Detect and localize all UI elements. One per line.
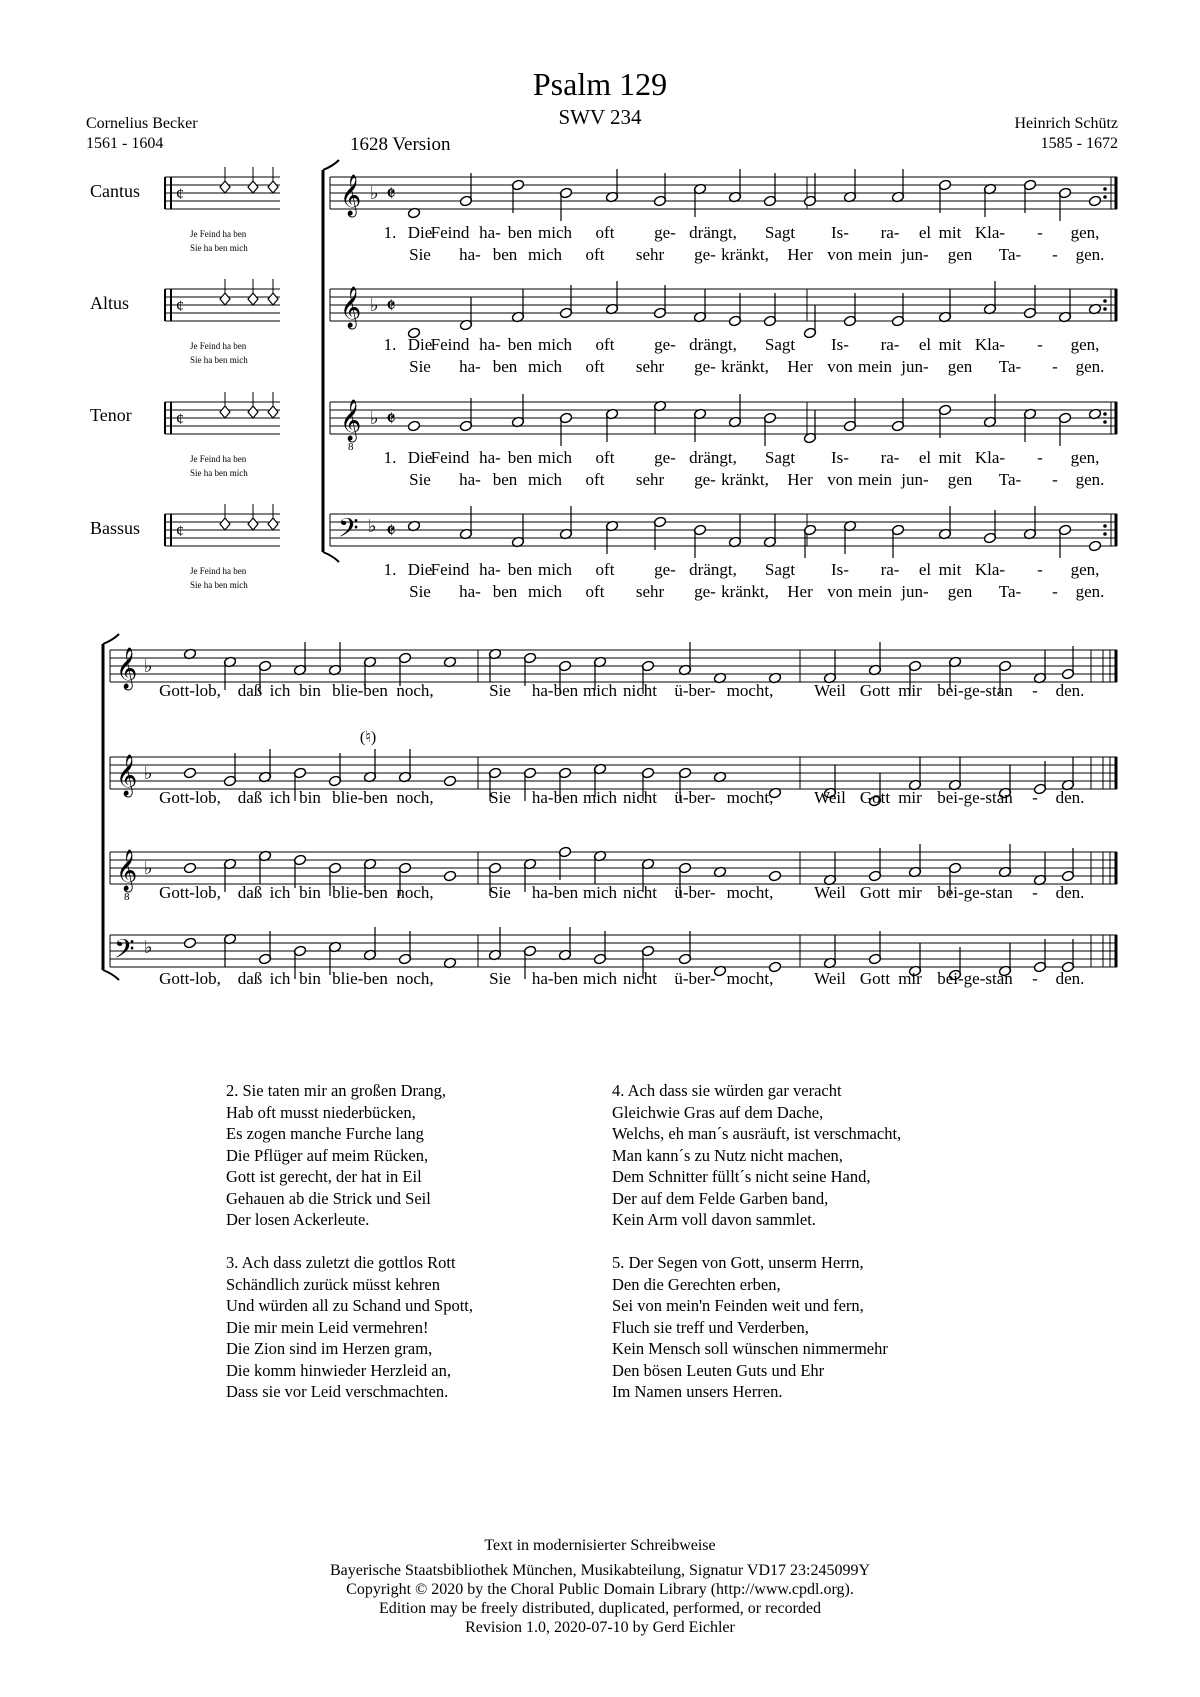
lyric-syllable: 1.: [383, 560, 397, 579]
lyric-syllable: -: [1037, 560, 1043, 579]
incipit-note: [220, 181, 230, 193]
repeat-dot: [1103, 299, 1107, 303]
lyric-syllable: daß: [237, 788, 263, 807]
incipit-text-1: Je Feind ha ben: [190, 454, 247, 464]
lyric-syllable: Weil: [814, 969, 846, 988]
lyric-syllable: Sagt: [764, 448, 796, 467]
lyric-syllable: bei-ge-stan: [937, 883, 1013, 902]
key-signature-flat: ♭: [144, 937, 153, 957]
lyric-syllable: Sie: [409, 470, 431, 489]
lyric-syllable: blie-ben: [332, 788, 388, 807]
repeat-dot: [1103, 307, 1107, 311]
lyric-syllable: Her: [787, 357, 813, 376]
lyric-syllable: mich: [583, 969, 617, 988]
incipit-mensuration-0: ¢: [176, 186, 184, 203]
footer-revision: Revision 1.0, 2020-07-10 by Gerd Eichler: [465, 1619, 735, 1636]
incipit-note: [268, 406, 278, 418]
lyric-syllable: mich: [583, 883, 617, 902]
bass-clef: 𝄢: [114, 934, 135, 970]
note: [183, 862, 196, 874]
lyric-syllable: ben: [492, 470, 518, 489]
lyric-syllable: oft: [585, 470, 605, 489]
lyric-syllable: el: [918, 560, 932, 579]
lyric-syllable: gen,: [1070, 223, 1100, 242]
lyric-syllable: drängt,: [689, 335, 737, 354]
footer-license: Edition may be freely distributed, duplicated, performed, or recorded: [378, 1600, 822, 1617]
lyric-syllable: Gott-lob,: [159, 883, 221, 902]
note: [768, 870, 781, 882]
lyric-syllable: oft: [595, 335, 615, 354]
lyric-syllable: gen.: [1075, 245, 1105, 264]
lyric-syllable: kränkt,: [721, 582, 769, 601]
lyric-syllable: mocht,: [726, 969, 774, 988]
lyric-syllable: 1.: [383, 223, 397, 242]
lyric-syllable: gen,: [1070, 560, 1100, 579]
repeat-dot: [1103, 420, 1107, 424]
lyric-syllable: -: [1052, 357, 1058, 376]
octave-mark: 8: [348, 441, 354, 453]
note: [1088, 540, 1101, 552]
treble-clef: 𝄞: [116, 648, 138, 688]
lyric-syllable: mir: [898, 883, 922, 902]
incipit-note: [220, 293, 230, 305]
lyric-syllable: gen: [947, 245, 973, 264]
lyric-syllable: ra-: [880, 335, 900, 354]
version-label: 1628 Version: [350, 134, 451, 155]
lyric-syllable: den.: [1055, 883, 1085, 902]
lyric-syllable: mich: [583, 681, 617, 700]
lyric-syllable: gen.: [1075, 582, 1105, 601]
incipit-note: [268, 518, 278, 530]
lyric-syllable: -: [1052, 582, 1058, 601]
lyric-syllable: Die: [407, 448, 433, 467]
lyric-syllable: nicht: [623, 969, 657, 988]
lyric-syllable: Die: [407, 335, 433, 354]
lyric-syllable: von: [827, 470, 853, 489]
note: [407, 420, 420, 432]
lyric-syllable: Weil: [814, 681, 846, 700]
lyric-syllable: noch,: [396, 788, 434, 807]
lyric-syllable: oft: [595, 448, 615, 467]
lyric-syllable: bin: [299, 788, 321, 807]
lyric-syllable: ha-: [479, 560, 501, 579]
lyric-syllable: blie-ben: [332, 681, 388, 700]
lyric-syllable: Gott-lob,: [159, 969, 221, 988]
lyric-syllable: oft: [585, 582, 605, 601]
lyric-syllable: Feind: [430, 335, 470, 354]
lyric-syllable: Gott-lob,: [159, 681, 221, 700]
lyric-syllable: Weil: [814, 883, 846, 902]
lyric-syllable: den.: [1055, 788, 1085, 807]
lyric-syllable: Sie: [489, 883, 511, 902]
lyric-syllable: mocht,: [726, 883, 774, 902]
lyric-syllable: mocht,: [726, 681, 774, 700]
lyric-syllable: von: [827, 582, 853, 601]
lyric-syllable: noch,: [396, 883, 434, 902]
lyric-syllable: mich: [538, 560, 572, 579]
lyric-syllable: mich: [528, 582, 562, 601]
lyric-syllable: Die: [407, 560, 433, 579]
verse-5: 5. Der Segen von Gott, unserm Herrn, Den die Gerechten erben, Sei von mein'n Feinden weit und fern, Fluch sie treff und Verderben, Kein Mensch soll wünschen nimmermehr Den bösen Leuten Guts und Ehr Im Namen unsers Herren.: [612, 1253, 888, 1401]
lyric-syllable: von: [827, 357, 853, 376]
time-signature: 𝄵: [386, 518, 396, 543]
incipit-mensuration-3: ¢: [176, 523, 184, 540]
lyric-syllable: ha-ben: [531, 788, 579, 807]
note: [1088, 195, 1101, 207]
system1-bracket-top: [323, 160, 339, 170]
lyric-syllable: ha-: [459, 470, 481, 489]
incipit-text-2: Sie ha ben mich: [190, 355, 248, 365]
lyric-syllable: gen,: [1070, 335, 1100, 354]
lyric-syllable: daß: [237, 969, 263, 988]
lyric-syllable: el: [918, 335, 932, 354]
lyric-syllable: ge-: [694, 245, 716, 264]
composer-dates: 1585 - 1672: [1040, 135, 1118, 152]
note: [183, 937, 196, 949]
lyric-syllable: mein: [858, 582, 892, 601]
lyric-syllable: nicht: [623, 788, 657, 807]
lyric-syllable: den.: [1055, 681, 1085, 700]
lyric-syllable: ha-: [479, 448, 501, 467]
lyric-syllable: ben: [507, 223, 533, 242]
lyric-syllable: Gott: [859, 969, 891, 988]
lyric-syllable: Sagt: [764, 560, 796, 579]
incipit-note: [248, 406, 258, 418]
lyric-syllable: jun-: [901, 245, 929, 264]
lyric-syllable: ü-ber-: [674, 788, 716, 807]
lyric-syllable: ben: [492, 245, 518, 264]
lyric-syllable: ra-: [880, 560, 900, 579]
lyric-syllable: jun-: [901, 582, 929, 601]
lyric-syllable: gen.: [1075, 357, 1105, 376]
voice-label-bassus: Bassus: [90, 518, 141, 538]
lyric-syllable: sehr: [635, 470, 665, 489]
repeat-dot: [1103, 187, 1107, 191]
lyric-syllable: bei-ge-stan: [937, 788, 1013, 807]
lyric-syllable: ge-: [654, 448, 676, 467]
catalog-number: SWV 234: [558, 105, 642, 129]
lyric-syllable: mich: [528, 357, 562, 376]
lyric-syllable: ben: [492, 357, 518, 376]
treble-clef: 𝄞: [340, 287, 362, 327]
lyric-syllable: mir: [898, 681, 922, 700]
lyric-syllable: Her: [787, 582, 813, 601]
lyric-syllable: Gott: [859, 883, 891, 902]
lyric-syllable: Ta-: [998, 470, 1022, 489]
lyric-syllable: kränkt,: [721, 470, 769, 489]
lyric-syllable: ü-ber-: [674, 681, 716, 700]
lyric-syllable: den.: [1055, 969, 1085, 988]
lyric-syllable: mich: [538, 223, 572, 242]
lyric-syllable: ben: [507, 560, 533, 579]
lyric-syllable: Kla-: [974, 560, 1006, 579]
lyric-syllable: oft: [595, 560, 615, 579]
repeat-dot: [1103, 524, 1107, 528]
composer-info: [1014, 114, 1118, 154]
verse-4: 4. Ach dass sie würden gar veracht Gleichwie Gras auf dem Dache, Welchs, eh man´s ausräuft, ist verschmacht, Man kann´s zu Nutz nicht machen, Dem Schnitter füllt´s nicht seine Hand, Der auf dem Felde Garben band, Kein Arm voll davon sammlet.: [612, 1081, 902, 1229]
note: [443, 870, 456, 882]
lyric-syllable: Kla-: [974, 448, 1006, 467]
verse-3: 3. Ach dass zuletzt die gottlos Rott Schändlich zurück müsst kehren Und würden all zu Schand und Spott, Die mir mein Leid vermehren! Die Zion sind im Herzen gram, Die komm hinwieder Herzleid an, Dass sie vor Leid verschmachten.: [226, 1253, 474, 1401]
lyric-syllable: Is-: [831, 223, 849, 242]
lyric-syllable: gen.: [1075, 470, 1105, 489]
lyric-syllable: ha-: [459, 582, 481, 601]
lyric-syllable: drängt,: [689, 223, 737, 242]
lyric-syllable: mir: [898, 788, 922, 807]
lyric-syllable: mir: [898, 969, 922, 988]
poet-name: Cornelius Becker: [86, 115, 198, 132]
voice-label-altus: Altus: [90, 293, 130, 313]
incipit-note: [268, 293, 278, 305]
bass-clef: 𝄢: [338, 513, 359, 549]
lyric-syllable: Sagt: [764, 335, 796, 354]
lyric-syllable: Sagt: [764, 223, 796, 242]
incipit-text-2: Sie ha ben mich: [190, 243, 248, 253]
incipit-text-2: Sie ha ben mich: [190, 468, 248, 478]
lyric-syllable: ha-: [479, 223, 501, 242]
lyric-syllable: nicht: [623, 883, 657, 902]
lyric-syllable: Die: [407, 223, 433, 242]
lyric-syllable: gen: [947, 582, 973, 601]
lyric-syllable: nicht: [623, 681, 657, 700]
lyric-syllable: ha-: [459, 357, 481, 376]
lyric-syllable: -: [1037, 335, 1043, 354]
lyric-syllable: mein: [858, 357, 892, 376]
lyric-syllable: mit: [938, 223, 962, 242]
lyric-syllable: Feind: [430, 448, 470, 467]
lyric-syllable: Sie: [489, 681, 511, 700]
treble-clef: 𝄞: [116, 755, 138, 795]
lyric-syllable: Ta-: [998, 357, 1022, 376]
note: [183, 767, 196, 779]
lyric-syllable: Gott: [859, 788, 891, 807]
lyric-syllable: -: [1032, 788, 1038, 807]
lyric-syllable: ha-ben: [531, 681, 579, 700]
lyric-syllable: Feind: [430, 560, 470, 579]
lyric-syllable: Sie: [409, 357, 431, 376]
lyric-syllable: Gott-lob,: [159, 788, 221, 807]
lyric-syllable: Gott: [859, 681, 891, 700]
lyric-syllable: gen: [947, 357, 973, 376]
lyric-syllable: el: [918, 448, 932, 467]
lyric-syllable: jun-: [901, 357, 929, 376]
lyric-syllable: mich: [528, 245, 562, 264]
lyric-syllable: -: [1032, 681, 1038, 700]
key-signature-flat: ♭: [368, 516, 377, 536]
lyric-syllable: sehr: [635, 245, 665, 264]
key-signature-flat: ♭: [370, 295, 379, 315]
lyric-syllable: ich: [269, 883, 291, 902]
key-signature-flat: ♭: [144, 763, 153, 783]
incipit-note: [220, 406, 230, 418]
composer-name: Heinrich Schütz: [1014, 115, 1118, 132]
lyric-syllable: Her: [787, 470, 813, 489]
lyric-syllable: Feind: [430, 223, 470, 242]
lyric-syllable: el: [918, 223, 932, 242]
lyric-syllable: oft: [595, 223, 615, 242]
lyric-syllable: mit: [938, 335, 962, 354]
system1-bracket-bottom: [323, 552, 339, 562]
incipit-text-1: Je Feind ha ben: [190, 341, 247, 351]
verse-2: 2. Sie taten mir an großen Drang, Hab oft musst niederbücken, Es zogen manche Furche lang Die Pflüger auf meim Rücken, Gott ist gerecht, der hat in Eil Gehauen ab die Strick und Seil Der losen Ackerleute.: [226, 1081, 446, 1229]
lyric-syllable: -: [1037, 448, 1043, 467]
lyric-syllable: ha-ben: [531, 969, 579, 988]
note: [443, 775, 456, 787]
lyric-syllable: daß: [237, 681, 263, 700]
lyric-syllable: mich: [528, 470, 562, 489]
time-signature: 𝄵: [386, 406, 396, 431]
lyric-syllable: ge-: [654, 560, 676, 579]
lyric-syllable: Weil: [814, 788, 846, 807]
key-signature-flat: ♭: [370, 408, 379, 428]
treble-clef: 𝄞: [116, 850, 138, 890]
lyric-syllable: ü-ber-: [674, 883, 716, 902]
lyric-syllable: blie-ben: [332, 883, 388, 902]
incipit-mensuration-1: ¢: [176, 298, 184, 315]
key-signature-flat: ♭: [144, 858, 153, 878]
incipit-note: [248, 518, 258, 530]
key-signature-flat: ♭: [144, 656, 153, 676]
score-layer: [90, 160, 1117, 988]
lyric-syllable: ich: [269, 969, 291, 988]
repeat-dot: [1103, 195, 1107, 199]
lyric-syllable: daß: [237, 883, 263, 902]
footer-source: Bayerische Staatsbibliothek München, Musikabteilung, Signatur VD17 23:245099Y: [329, 1562, 871, 1579]
lyric-syllable: gen: [947, 470, 973, 489]
lyric-syllable: bei-ge-stan: [937, 969, 1013, 988]
lyric-syllable: ben: [507, 448, 533, 467]
lyric-syllable: von: [827, 245, 853, 264]
lyric-syllable: mit: [938, 448, 962, 467]
lyric-syllable: blie-ben: [332, 969, 388, 988]
lyric-syllable: Sie: [409, 582, 431, 601]
incipit-text-1: Je Feind ha ben: [190, 566, 247, 576]
lyric-syllable: ra-: [880, 223, 900, 242]
repeat-dot: [1103, 412, 1107, 416]
lyric-syllable: mich: [538, 448, 572, 467]
incipit-note: [248, 293, 258, 305]
footer-note: Text in modernisierter Schreibweise: [484, 1537, 716, 1554]
lyric-syllable: mich: [538, 335, 572, 354]
lyric-syllable: kränkt,: [721, 357, 769, 376]
lyric-syllable: mein: [858, 245, 892, 264]
lyric-syllable: ben: [507, 335, 533, 354]
lyric-syllable: ha-: [479, 335, 501, 354]
lyric-syllable: ü-ber-: [674, 969, 716, 988]
lyric-syllable: ge-: [694, 357, 716, 376]
lyric-syllable: oft: [585, 357, 605, 376]
lyric-syllable: 1.: [383, 448, 397, 467]
lyric-syllable: -: [1032, 883, 1038, 902]
octave-mark: 8: [124, 891, 130, 903]
lyric-syllable: ich: [269, 788, 291, 807]
lyric-syllable: ge-: [694, 470, 716, 489]
lyric-syllable: ge-: [694, 582, 716, 601]
lyric-syllable: mich: [583, 788, 617, 807]
lyric-syllable: ge-: [654, 335, 676, 354]
incipit-note: [220, 518, 230, 530]
time-signature: 𝄵: [386, 181, 396, 206]
score: [0, 150, 1200, 1010]
lyric-syllable: Is-: [831, 560, 849, 579]
lyric-syllable: ge-: [654, 223, 676, 242]
time-signature: 𝄵: [386, 293, 396, 318]
lyric-syllable: Ta-: [998, 245, 1022, 264]
lyric-syllable: ich: [269, 681, 291, 700]
key-signature-flat: ♭: [370, 183, 379, 203]
lyric-syllable: Sie: [489, 788, 511, 807]
lyric-syllable: drängt,: [689, 448, 737, 467]
lyric-syllable: ra-: [880, 448, 900, 467]
lyric-syllable: ben: [492, 582, 518, 601]
incipit-mensuration-2: ¢: [176, 411, 184, 428]
page-title: Psalm 129: [532, 66, 668, 102]
voice-label-tenor: Tenor: [90, 405, 132, 425]
lyric-syllable: Is-: [831, 448, 849, 467]
system2-bracket-bottom: [103, 970, 119, 980]
lyric-syllable: mit: [938, 560, 962, 579]
poet-info: [86, 114, 198, 154]
treble-clef: 𝄞: [340, 175, 362, 215]
lyric-syllable: -: [1032, 969, 1038, 988]
lyric-syllable: gen,: [1070, 448, 1100, 467]
lyric-syllable: -: [1052, 245, 1058, 264]
lyric-syllable: noch,: [396, 969, 434, 988]
lyric-syllable: Is-: [831, 335, 849, 354]
lyric-syllable: drängt,: [689, 560, 737, 579]
repeat-dot: [1103, 532, 1107, 536]
lyric-syllable: Sie: [489, 969, 511, 988]
incipit-text-2: Sie ha ben mich: [190, 580, 248, 590]
lyric-syllable: ha-ben: [531, 883, 579, 902]
lyric-syllable: -: [1037, 223, 1043, 242]
lyric-syllable: Her: [787, 245, 813, 264]
lyric-syllable: Kla-: [974, 335, 1006, 354]
lyric-syllable: mein: [858, 470, 892, 489]
lyric-syllable: noch,: [396, 681, 434, 700]
lyric-syllable: Kla-: [974, 223, 1006, 242]
lyric-syllable: 1.: [383, 335, 397, 354]
lyric-syllable: sehr: [635, 582, 665, 601]
system2-bracket-top: [103, 634, 119, 644]
lyric-syllable: bin: [299, 883, 321, 902]
lyric-syllable: Ta-: [998, 582, 1022, 601]
lyric-syllable: jun-: [901, 470, 929, 489]
lyric-syllable: Sie: [409, 245, 431, 264]
lyric-syllable: kränkt,: [721, 245, 769, 264]
incipit-text-1: Je Feind ha ben: [190, 229, 247, 239]
footer-copyright: Copyright © 2020 by the Choral Public Domain Library (http://www.cpdl.org).: [346, 1581, 854, 1598]
lyric-syllable: sehr: [635, 357, 665, 376]
lyric-syllable: bin: [299, 969, 321, 988]
lyric-syllable: ha-: [459, 245, 481, 264]
lyric-syllable: -: [1052, 470, 1058, 489]
incipit-note: [248, 181, 258, 193]
editorial-accidental: (♮): [359, 729, 377, 746]
lyric-syllable: mocht,: [726, 788, 774, 807]
poet-dates: 1561 - 1604: [86, 135, 164, 152]
lyric-syllable: bin: [299, 681, 321, 700]
voice-label-cantus: Cantus: [90, 181, 141, 201]
incipit-note: [268, 181, 278, 193]
lyric-syllable: bei-ge-stan: [937, 681, 1013, 700]
treble-clef: 𝄞: [340, 400, 362, 440]
lyric-syllable: oft: [585, 245, 605, 264]
